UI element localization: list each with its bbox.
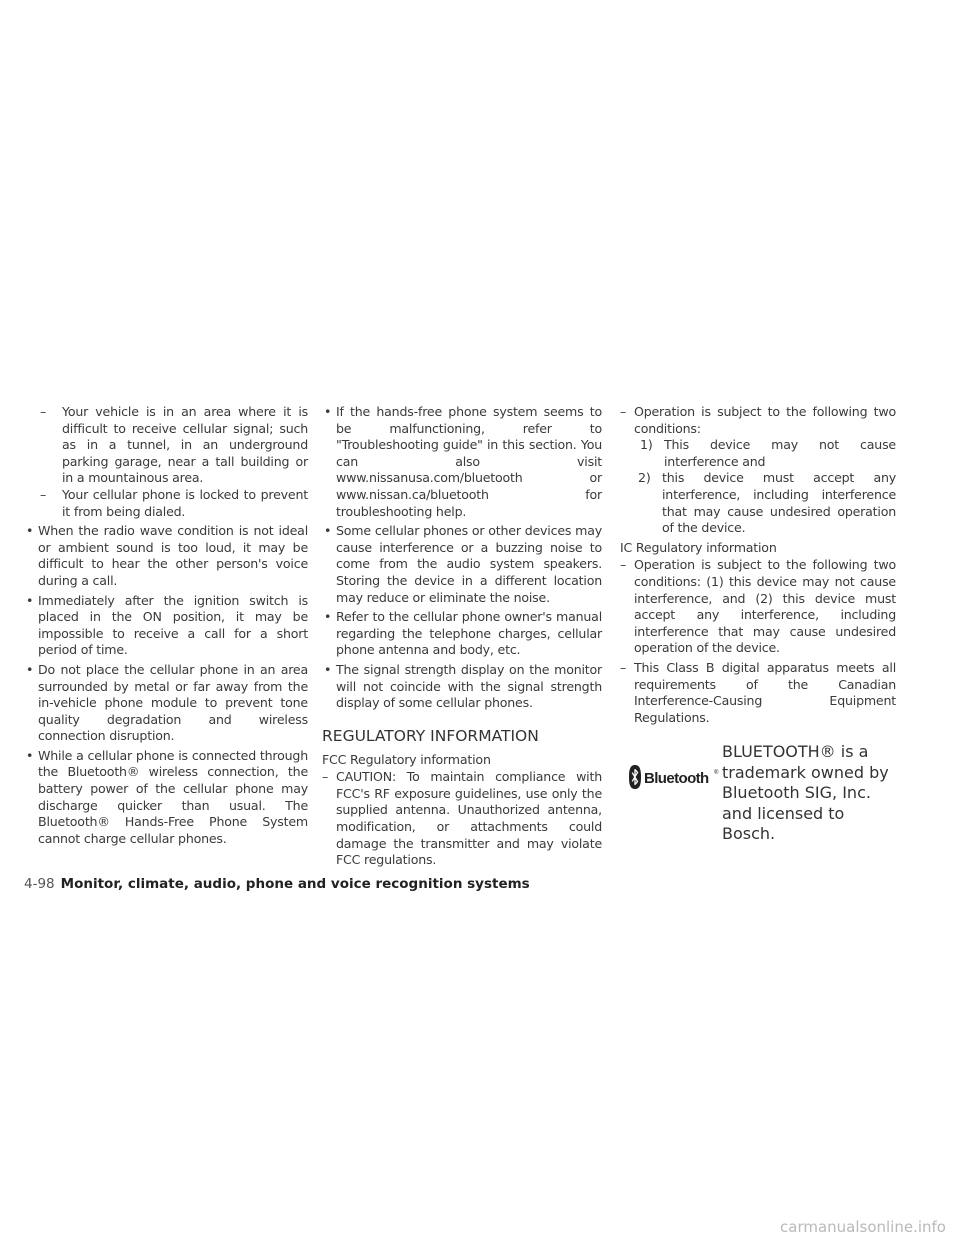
item-text: This device may not cause interference and — [664, 437, 896, 469]
item-text: The signal strength display on the monitor will not coincide with the signal strength display of some cellular phones. — [336, 661, 602, 711]
page-number: 4-98 — [24, 876, 55, 892]
svg-text:®: ® — [714, 770, 719, 777]
numbered-item — [620, 470, 896, 536]
list-item — [24, 404, 308, 487]
item-text: Operation is subject to the following two conditions: (1) this device may not cause interference, and (2) this device must accept any interference, including interference that may cause undesired operation of the device. — [634, 557, 896, 656]
watermark: carmanualsonline.info — [780, 1218, 946, 1236]
item-text: Your cellular phone is locked to prevent it from being dialed. — [62, 486, 308, 519]
item-text: Immediately after the ignition switch is placed in the ON position, it may be impossible to receive a call for a short period of time. — [38, 592, 308, 658]
list-item — [322, 662, 602, 712]
item-text: Refer to the cellular phone owner's manual regarding the telephone charges, cellular phone antenna and body, etc. — [336, 609, 602, 658]
item-text: This Class B digital apparatus meets all requirements of the Canadian Interference-Causing Equipment Regulations. — [634, 659, 896, 725]
bullet-marker: • — [26, 523, 34, 539]
number-marker: 1) — [640, 437, 653, 453]
dash-marker: – — [40, 486, 47, 502]
dash-marker: – — [620, 404, 627, 419]
list-item — [24, 662, 308, 745]
bullet-marker: • — [26, 747, 34, 763]
fcc-subheading: FCC Regulatory information — [322, 751, 491, 767]
dash-marker: – — [620, 557, 627, 573]
numbered-item — [620, 437, 896, 470]
page-footer — [24, 876, 530, 892]
item-text: CAUTION: To maintain compliance with FCC's RF exposure guidelines, use only the supplied antenna. Unauthorized antenna, modification, or attachments could damage the transmitter and may violate FCC regulations. — [336, 769, 602, 868]
bullet-marker: • — [324, 523, 332, 539]
bullet-marker: • — [26, 661, 34, 677]
list-item — [24, 487, 308, 520]
bullet-marker: • — [26, 592, 34, 608]
column-left — [24, 404, 308, 850]
list-item — [620, 557, 896, 657]
bluetooth-wordmark: Bluetooth — [644, 770, 709, 788]
item-text: When the radio wave condition is not ideal or ambient sound is too loud, it may be difficult to hear the other person's voice during a call. — [38, 523, 308, 588]
section-heading: REGULATORY INFORMATION — [322, 726, 539, 745]
item-text: Some cellular phones or other devices may cause interference or a buzzing noise to come from the audio system speakers. Storing the device in a different location may reduce or eliminate the noise. — [336, 523, 602, 605]
list-item — [620, 660, 896, 726]
list-item — [322, 609, 602, 659]
bullet-marker: • — [324, 661, 332, 677]
list-item — [322, 523, 602, 606]
ic-subheading: IC Regulatory information — [620, 539, 777, 555]
number-marker: 2) — [638, 470, 651, 486]
item-text: this device must accept any interference, including interference that may cause undesired operation of the device. — [662, 470, 896, 536]
list-item — [620, 404, 896, 437]
item-text: Do not place the cellular phone in an area surrounded by metal or far away from the in-vehicle phone module to prevent tone quality degradation and wireless connection disruption. — [38, 661, 308, 744]
item-text: While a cellular phone is connected through the Bluetooth® wireless connection, the battery power of the cellular phone may discharge quicker than usual. The Bluetooth® Hands-Free Phone System cannot charge cellular phones. — [38, 747, 308, 846]
column-right — [620, 404, 896, 844]
dash-marker: – — [40, 404, 47, 419]
item-text: If the hands-free phone system seems to be malfunctioning, refer to "Troubleshooting guide" in this section. You can also visit www.nissanusa.com/bluetooth or www.nissan.ca/bluetooth for troubleshooting help. — [336, 404, 602, 519]
column-middle — [322, 404, 602, 872]
list-item — [322, 769, 602, 869]
bluetooth-logo-icon — [628, 764, 720, 790]
list-item — [24, 593, 308, 659]
bullet-marker: • — [324, 609, 332, 625]
bullet-marker: • — [324, 404, 332, 419]
list-item — [24, 523, 308, 589]
list-item — [24, 748, 308, 848]
dash-marker: – — [620, 659, 627, 675]
bluetooth-trademark-text: BLUETOOTH® is a trademark owned by Bluetooth SIG, Inc. and licensed to Bosch. — [722, 742, 889, 844]
list-item — [322, 404, 602, 520]
bluetooth-trademark-block — [620, 736, 896, 844]
item-text: Operation is subject to the following two conditions: — [634, 404, 896, 436]
dash-marker: – — [322, 769, 329, 785]
item-text: Your vehicle is in an area where it is difficult to receive cellular signal; such as in a tunnel, in an underground parking garage, near a tall building or in a mountainous area. — [62, 404, 308, 486]
section-title: Monitor, climate, audio, phone and voice recognition systems — [60, 876, 530, 892]
